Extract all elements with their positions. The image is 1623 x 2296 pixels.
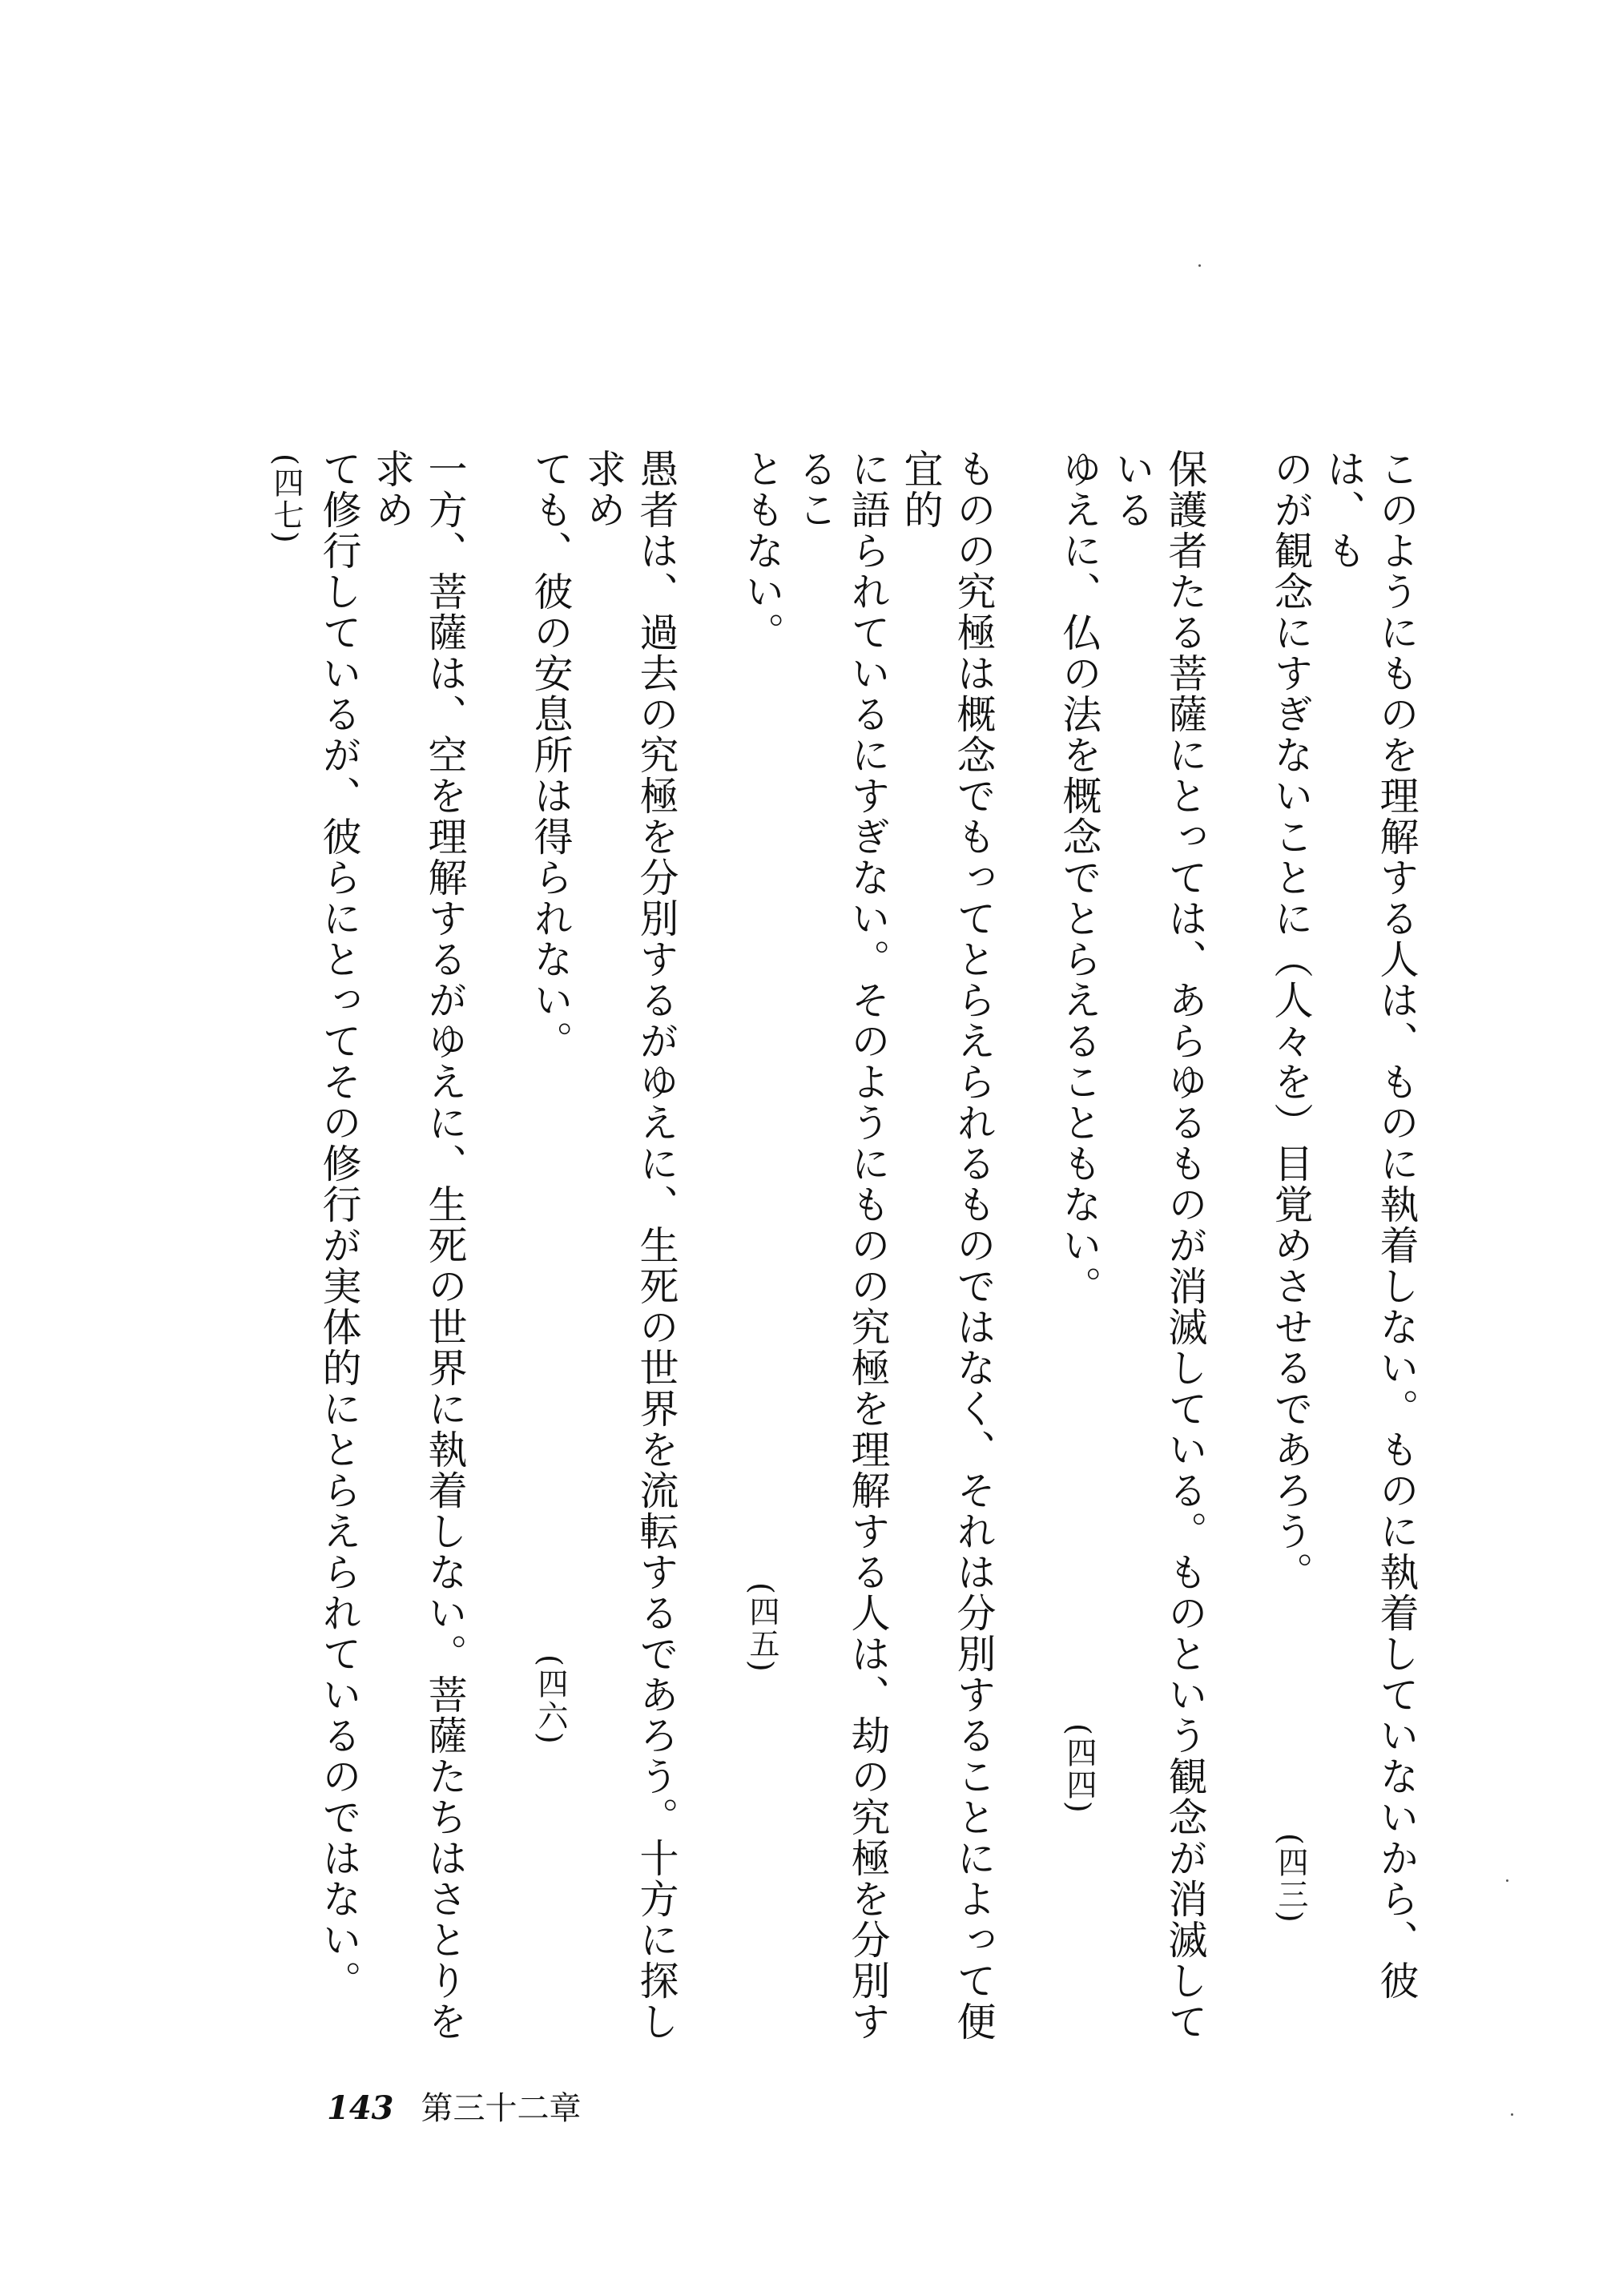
speck-mark — [1198, 264, 1201, 267]
text-line: 愚者は、過去の究極を分別するがゆえに、生死の世界を流転するであろう。十方に探し求め — [581, 449, 679, 2042]
paragraph-46 — [524, 449, 683, 2043]
speck-mark — [1506, 1879, 1508, 1882]
paragraph-43 — [1264, 449, 1423, 2043]
page-footer — [327, 2083, 582, 2129]
text-line — [1264, 449, 1317, 2043]
text-line-content: のが観念にすぎないことに（人々を）目覚めさせるであろう。 — [1268, 449, 1314, 1593]
text-line — [260, 449, 365, 2043]
text-line-content: ともない。 — [739, 449, 785, 653]
verse-number: (四六) — [533, 1654, 568, 1746]
text-line — [1053, 449, 1105, 2043]
verse-number: (四三) — [1273, 1833, 1308, 1924]
vertical-text-body — [109, 449, 1423, 2043]
text-line: に語られているにすぎない。そのようにものの究極を理解する人は、劫の究極を分別するこ — [792, 449, 891, 2042]
paragraph-44 — [1053, 449, 1211, 2043]
text-line-content: ても、彼の安息所は得られない。 — [528, 449, 574, 1061]
paragraph-47 — [260, 449, 471, 2043]
text-line: ものの究極は概念でもってとらえられるものではなく、それは分別することによって便宜的 — [898, 449, 997, 2042]
text-line-content: て修行しているが、彼らにとってその修行が実体的にとらえられているのではない。 — [316, 449, 362, 2001]
page-number: 143 — [327, 2089, 394, 2127]
text-line-content: ゆえに、仏の法を概念でとらえることもない。 — [1057, 449, 1102, 1307]
verse-number: (四四) — [1061, 1723, 1097, 1815]
text-line: 一方、菩薩は、空を理解するがゆえに、生死の世界に執着しない。菩薩たちはさとりを求め — [369, 449, 468, 2042]
text-line: 保護者たる菩薩にとっては、あらゆるものが消滅している。ものという観念が消滅している — [1110, 449, 1208, 2042]
speck-mark — [1511, 2113, 1513, 2116]
text-line: このようにものを理解する人は、ものに執着しない。ものに執着していないから、彼は、も — [1321, 449, 1420, 2001]
paragraph-45 — [735, 449, 1000, 2043]
text-line — [735, 449, 788, 2043]
verse-number: (四五) — [744, 1582, 779, 1674]
verse-number: (四七) — [268, 453, 304, 545]
chapter-title: 第三十二章 — [421, 2090, 582, 2127]
text-line — [524, 449, 577, 2043]
